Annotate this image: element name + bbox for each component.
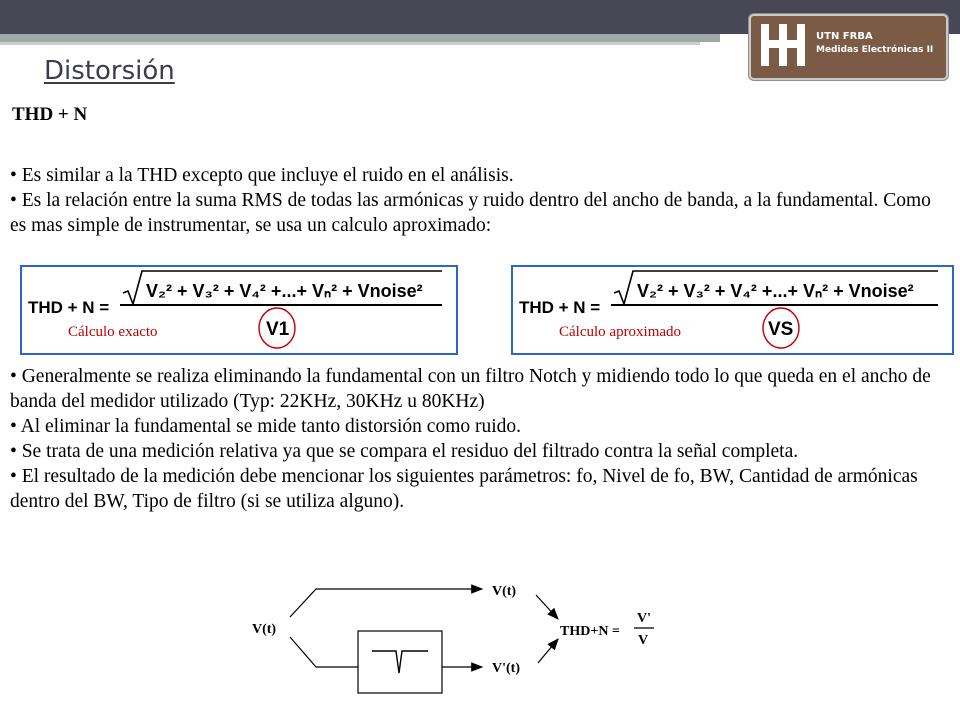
bullet-item: • El resultado de la medición debe mencionar los siguientes parámetros: fo, Nivel de fo, BW, Cantidad de armónicas dentro del BW, Tipo de filtro (si se utiliza alguno). [10,466,918,512]
formula-denominator: V1 [266,319,290,340]
formula-numerator: V₂² + V₃² + V₄² +...+ Vₙ² + Vnoise² [637,281,914,301]
bottom-signal-label: V'(t) [492,661,520,676]
utn-logo [749,14,948,80]
utn-logo-icon [757,22,809,68]
logo-line1: UTN FRBA [816,31,873,42]
result-lhs: THD+N = [560,624,620,639]
logo-line2: Medidas Electrónicas II [816,45,934,55]
formula-approx-box [511,265,954,355]
formula-label: Cálculo exacto [68,324,158,340]
formula-lhs: THD + N = [28,298,110,317]
bullet-item: • Al eliminar la fundamental se mide tanto distorsión como ruido. [10,416,522,437]
result-numerator: V' [637,611,651,626]
thdn-block-diagram [250,575,670,705]
diagram-input-label: V(t) [252,622,277,637]
bullet-item: • Generalmente se realiza eliminando la fundamental con un filtro Notch y midiendo todo lo que queda en el ancho de banda del medidor utilizado (Typ: 22KHz, 30KHz u 80KHz) [10,366,931,412]
bottom-branch-line [290,637,358,667]
bullets-bottom [10,364,945,514]
formula-exact-box [20,265,458,355]
bullet-item: • Es similar a la THD excepto que incluye el ruido en el análisis. [10,165,514,186]
formula-lhs: THD + N = [519,298,601,317]
page-title: Distorsión [44,56,175,86]
formula-label: Cálculo aproximado [559,324,682,340]
section-subtitle: THD + N [12,104,88,125]
formula-denominator: VS [768,319,794,340]
bullet-item: • Se trata de una medición relativa ya que se compara el residuo del filtrado contra la señal completa. [10,441,799,462]
bullet-item: • Es la relación entre la suma RMS de todas las armónicas y ruido dentro del ancho de banda, a la fundamental. Como es mas simple de instrumentar, se usa un calculo aproximado: [10,190,931,236]
bottom-to-result-arrow [538,639,558,663]
top-branch-arrow [290,589,482,617]
result-denominator: V [638,633,649,648]
top-bar-accent-line [0,42,700,45]
top-signal-label: V(t) [492,584,517,599]
top-to-result-arrow [536,595,558,619]
top-bar-accent [0,34,720,42]
bullets-top [10,163,945,238]
formula-numerator: V₂² + V₃² + V₄² +...+ Vₙ² + Vnoise² [146,281,423,301]
